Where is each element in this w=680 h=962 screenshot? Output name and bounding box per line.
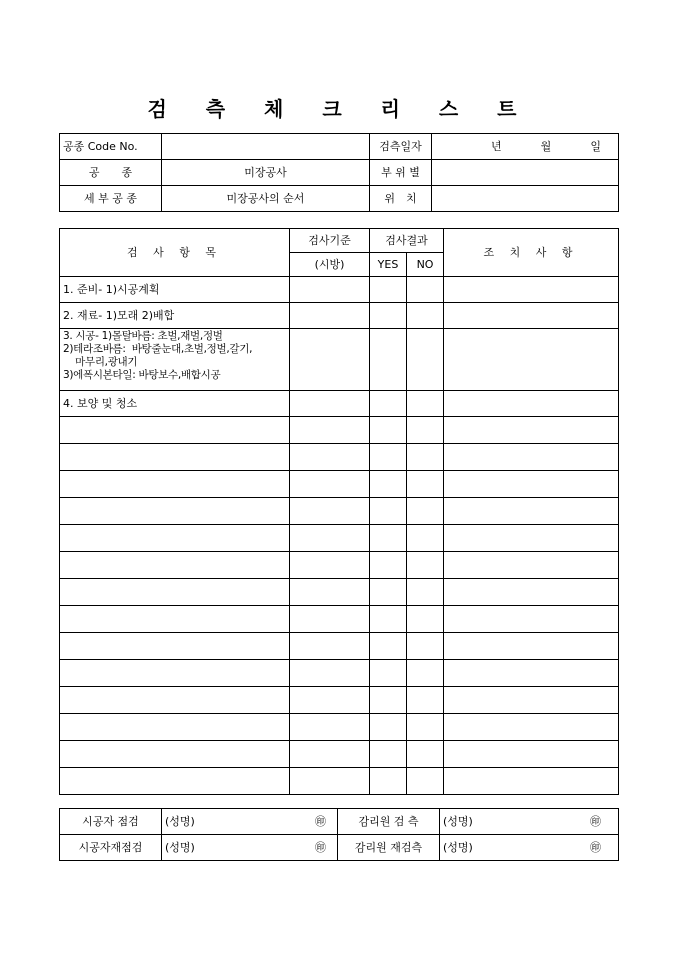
check-item: 4. 보양 및 청소 [60, 391, 290, 417]
standard-cell[interactable] [290, 552, 370, 579]
no-cell[interactable] [407, 471, 444, 498]
supervisor-reinspection-signature[interactable] [440, 835, 619, 861]
yes-cell[interactable] [370, 498, 407, 525]
action-cell[interactable] [444, 329, 619, 391]
action-cell[interactable] [444, 303, 619, 329]
empty-item-cell[interactable] [60, 579, 290, 606]
empty-item-cell[interactable] [60, 444, 290, 471]
yes-cell[interactable] [370, 471, 407, 498]
col-header-item: 검 사 항 목 [60, 229, 290, 277]
action-cell[interactable] [444, 471, 619, 498]
empty-item-cell[interactable] [60, 606, 290, 633]
name-placeholder: (성명) [443, 841, 473, 854]
supervisor-inspection-signature[interactable] [440, 809, 619, 835]
check-item-line: 마무리,광내기 [63, 356, 138, 368]
standard-cell[interactable] [290, 277, 370, 303]
empty-item-cell[interactable] [60, 498, 290, 525]
no-cell[interactable] [407, 687, 444, 714]
work-type-label: 공 종 [60, 160, 162, 186]
contractor-reinspection-label: 시공자재점검 [60, 835, 162, 861]
check-item: 2. 재료- 1)모래 2)배합 [60, 303, 290, 329]
standard-cell[interactable] [290, 444, 370, 471]
col-header-no: NO [407, 253, 444, 277]
contractor-inspection-label: 시공자 점검 [60, 809, 162, 835]
empty-item-cell[interactable] [60, 687, 290, 714]
yes-cell[interactable] [370, 714, 407, 741]
action-cell[interactable] [444, 417, 619, 444]
detail-work-type-label: 세 부 공 종 [60, 186, 162, 212]
action-cell[interactable] [444, 579, 619, 606]
action-cell[interactable] [444, 741, 619, 768]
col-header-result: 검사결과 [370, 229, 444, 253]
date-month-label: 월 [540, 140, 552, 153]
standard-cell[interactable] [290, 741, 370, 768]
no-cell[interactable] [407, 714, 444, 741]
action-cell[interactable] [444, 768, 619, 795]
position-label: 위 치 [370, 186, 432, 212]
position-field[interactable] [432, 186, 619, 212]
name-placeholder: (성명) [165, 815, 195, 828]
standard-cell[interactable] [290, 471, 370, 498]
no-cell[interactable] [407, 277, 444, 303]
contractor-inspection-signature[interactable] [162, 809, 338, 835]
action-cell[interactable] [444, 687, 619, 714]
check-item-line: 2)테라조바름: 바탕줄눈대,초벌,정벌,갈기, [63, 343, 253, 355]
location-part-field[interactable] [432, 160, 619, 186]
empty-item-cell[interactable] [60, 525, 290, 552]
no-cell[interactable] [407, 417, 444, 444]
date-year-label: 년 [491, 140, 502, 153]
yes-cell[interactable] [370, 277, 407, 303]
no-cell[interactable] [407, 552, 444, 579]
standard-cell[interactable] [290, 768, 370, 795]
yes-cell[interactable] [370, 303, 407, 329]
action-cell[interactable] [444, 714, 619, 741]
yes-cell[interactable] [370, 687, 407, 714]
no-cell[interactable] [407, 444, 444, 471]
yes-cell[interactable] [370, 391, 407, 417]
seal-icon: ㊞ [315, 815, 326, 828]
work-type-code-field[interactable] [162, 134, 370, 160]
standard-cell[interactable] [290, 633, 370, 660]
col-header-yes: YES [370, 253, 407, 277]
empty-item-cell[interactable] [60, 660, 290, 687]
no-cell[interactable] [407, 660, 444, 687]
empty-item-cell[interactable] [60, 741, 290, 768]
location-part-label: 부 위 별 [370, 160, 432, 186]
standard-cell[interactable] [290, 687, 370, 714]
no-cell[interactable] [407, 579, 444, 606]
standard-cell[interactable] [290, 303, 370, 329]
empty-item-cell[interactable] [60, 417, 290, 444]
check-item [60, 329, 290, 391]
col-header-action: 조 치 사 항 [444, 229, 619, 277]
standard-cell[interactable] [290, 714, 370, 741]
action-cell[interactable] [444, 552, 619, 579]
action-cell[interactable] [444, 277, 619, 303]
yes-cell[interactable] [370, 329, 407, 391]
work-type-code-label: 공종 Code No. [60, 134, 162, 160]
seal-icon: ㊞ [315, 841, 326, 854]
supervisor-reinspection-label: 감리원 재검측 [338, 835, 440, 861]
name-placeholder: (성명) [165, 841, 195, 854]
signature-table [59, 808, 619, 861]
page-title: 검 측 체 크 리 스 트 [147, 97, 533, 121]
standard-cell[interactable] [290, 329, 370, 391]
empty-item-cell[interactable] [60, 633, 290, 660]
no-cell[interactable] [407, 741, 444, 768]
yes-cell[interactable] [370, 579, 407, 606]
checklist-table [59, 228, 619, 795]
standard-cell[interactable] [290, 525, 370, 552]
yes-cell[interactable] [370, 525, 407, 552]
name-placeholder: (성명) [443, 815, 473, 828]
header-info-table [59, 133, 619, 212]
yes-cell[interactable] [370, 768, 407, 795]
col-header-standard: 검사기준 [290, 229, 370, 253]
yes-cell[interactable] [370, 633, 407, 660]
inspection-date-label: 검측일자 [370, 134, 432, 160]
yes-cell[interactable] [370, 552, 407, 579]
standard-cell[interactable] [290, 391, 370, 417]
action-cell[interactable] [444, 444, 619, 471]
standard-cell[interactable] [290, 660, 370, 687]
yes-cell[interactable] [370, 417, 407, 444]
check-item-line: 3)에폭시본타일: 바탕보수,배합시공 [63, 369, 221, 381]
check-item-line: 3. 시공- 1)몰탈바름: 초벌,재벌,정벌 [63, 330, 223, 342]
no-cell[interactable] [407, 329, 444, 391]
empty-item-cell[interactable] [60, 714, 290, 741]
no-cell[interactable] [407, 391, 444, 417]
standard-cell[interactable] [290, 606, 370, 633]
action-cell[interactable] [444, 525, 619, 552]
no-cell[interactable] [407, 633, 444, 660]
contractor-reinspection-signature[interactable] [162, 835, 338, 861]
inspection-date-field[interactable] [432, 134, 619, 160]
standard-cell[interactable] [290, 417, 370, 444]
supervisor-inspection-label: 감리원 검 측 [338, 809, 440, 835]
action-cell[interactable] [444, 498, 619, 525]
yes-cell[interactable] [370, 444, 407, 471]
action-cell[interactable] [444, 391, 619, 417]
empty-item-cell[interactable] [60, 552, 290, 579]
action-cell[interactable] [444, 660, 619, 687]
empty-item-cell[interactable] [60, 768, 290, 795]
no-cell[interactable] [407, 606, 444, 633]
yes-cell[interactable] [370, 606, 407, 633]
no-cell[interactable] [407, 303, 444, 329]
action-cell[interactable] [444, 606, 619, 633]
yes-cell[interactable] [370, 741, 407, 768]
empty-item-cell[interactable] [60, 471, 290, 498]
yes-cell[interactable] [370, 660, 407, 687]
work-type-field[interactable]: 미장공사 [162, 160, 370, 186]
standard-cell[interactable] [290, 498, 370, 525]
col-header-standard-sub: (시방) [290, 253, 370, 277]
no-cell[interactable] [407, 498, 444, 525]
standard-cell[interactable] [290, 579, 370, 606]
seal-icon: ㊞ [590, 815, 601, 828]
date-day-label: 일 [590, 140, 601, 153]
no-cell[interactable] [407, 525, 444, 552]
detail-work-type-field[interactable]: 미장공사의 순서 [162, 186, 370, 212]
seal-icon: ㊞ [590, 841, 601, 854]
check-item: 1. 준비- 1)시공계획 [60, 277, 290, 303]
no-cell[interactable] [407, 768, 444, 795]
action-cell[interactable] [444, 633, 619, 660]
